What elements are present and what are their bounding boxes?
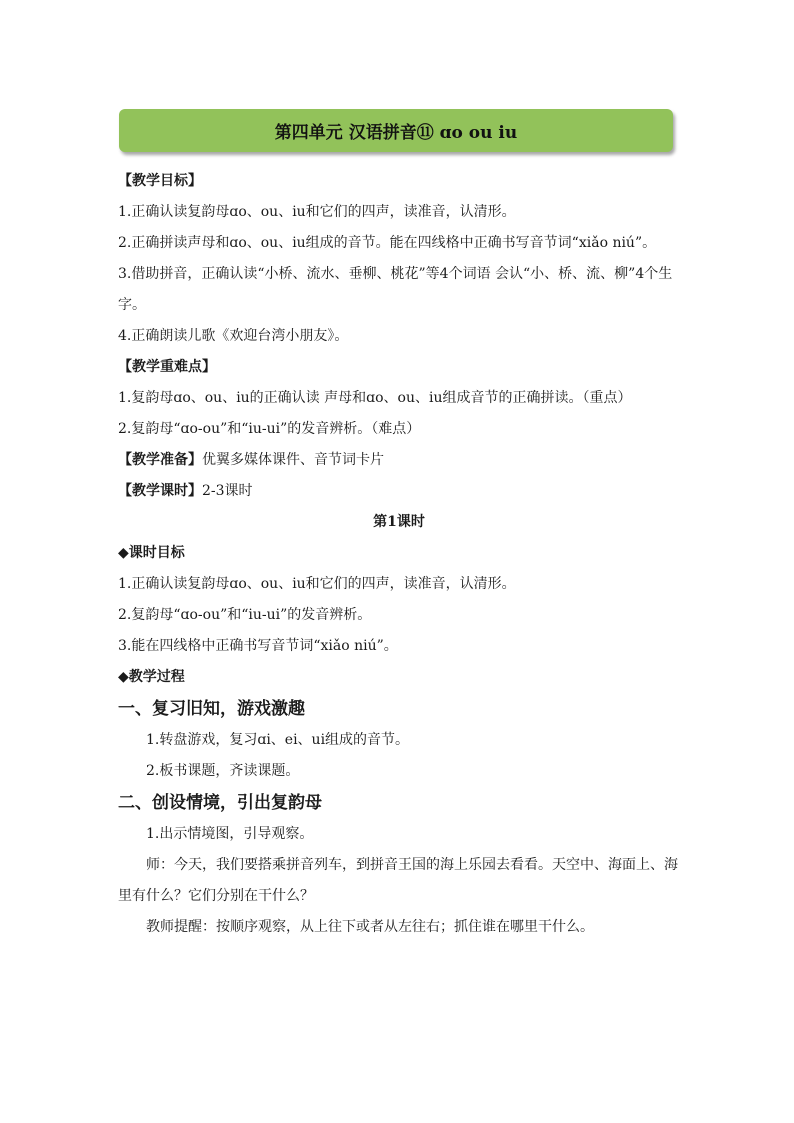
page-title: 第四单元 汉语拼音⑪ ɑo ou iu — [119, 109, 673, 152]
hours-text: 2-3课时 — [202, 483, 253, 499]
lesson-title: 第1课时 — [373, 514, 425, 530]
goal-item: 1.正确认读复韵母ɑo、ou、iu和它们的四声，读准音，认清形。 — [118, 204, 516, 220]
lesson-goals-heading: ◆课时目标 — [118, 545, 185, 561]
lesson-goal-item: 2.复韵母“ɑo-ou”和“iu-ui”的发音辨析。 — [118, 607, 372, 623]
keypoints-heading: 【教学重难点】 — [118, 359, 216, 375]
goal-item: 3.借助拼音，正确认读“小桥、流水、垂柳、桃花”等4个词语 会认“小、桥、流、柳”4个生字。 — [118, 266, 673, 313]
document-body — [118, 166, 680, 943]
goal-item: 2.正确拼读声母和ɑo、ou、iu组成的音节。能在四线格中正确书写音节词“xiǎo niú”。 — [118, 235, 657, 251]
section1-title: 一、复习旧知，游戏激趣 — [118, 699, 305, 719]
prep-line — [118, 445, 680, 476]
prep-text: 优翼多媒体课件、音节词卡片 — [202, 452, 384, 468]
section2-item: 教师提醒：按顺序观察，从上往下或者从左往右；抓住谁在哪里干什么。 — [146, 919, 594, 935]
keypoint-item: 2.复韵母“ɑo-ou”和“iu-ui”的发音辨析。（难点） — [118, 421, 421, 437]
process-heading: ◆教学过程 — [118, 669, 185, 685]
section2-title: 二、创设情境，引出复韵母 — [118, 793, 322, 813]
goals-heading: 【教学目标】 — [118, 173, 202, 189]
keypoint-item: 1.复韵母ɑo、ou、iu的正确认读 声母和ɑo、ou、iu组成音节的正确拼读。（重点） — [118, 390, 632, 406]
section2-item: 师：今天，我们要搭乘拼音列车，到拼音王国的海上乐园去看看。天空中、海面上、海里有什么？它们分别在干什么？ — [118, 857, 678, 904]
hours-line — [118, 476, 680, 507]
hours-label: 【教学课时】 — [118, 483, 202, 499]
section1-item: 1.转盘游戏，复习ɑi、ei、ui组成的音节。 — [146, 732, 410, 748]
section1-item: 2.板书课题，齐读课题。 — [146, 763, 300, 779]
lesson-goal-item: 1.正确认读复韵母ɑo、ou、iu和它们的四声，读准音，认清形。 — [118, 576, 516, 592]
prep-label: 【教学准备】 — [118, 452, 202, 468]
goal-item: 4.正确朗读儿歌《欢迎台湾小朋友》。 — [118, 328, 349, 344]
section2-item: 1.出示情境图，引导观察。 — [146, 826, 314, 842]
lesson-goal-item: 3.能在四线格中正确书写音节词“xiǎo niú”。 — [118, 638, 398, 654]
